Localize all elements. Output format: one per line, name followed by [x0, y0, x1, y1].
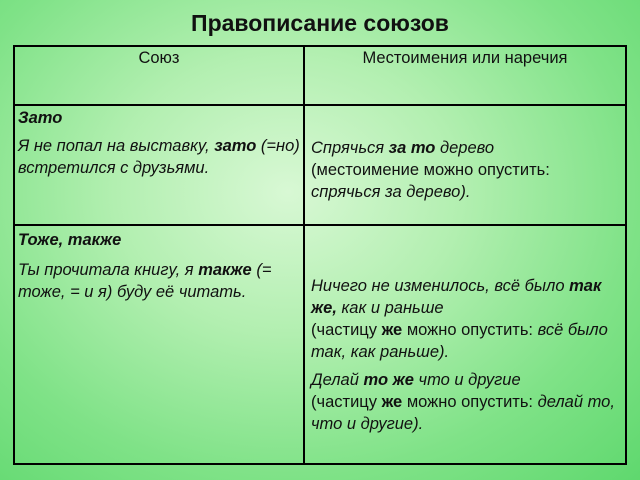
row-divider [13, 224, 627, 226]
row-zato-pronoun [311, 137, 623, 203]
row-tozhe-pronoun [311, 275, 623, 435]
header-conjunction: Союз [138, 49, 180, 67]
table-border-right [625, 45, 627, 465]
table-border-bottom [13, 463, 627, 465]
column-divider [303, 45, 305, 465]
page-title: Правописание союзов [191, 10, 449, 36]
pronoun-example: Ничего не изменилось, всё было так же, как и раньше (частицу же можно опустить: всё было так, как раньше). [311, 277, 608, 361]
conjunction-title: Зато [18, 109, 63, 127]
conjunction-example: Я не попал на выставку, зато (=но) встретился с друзьями. [18, 137, 300, 177]
row-tozhe-conjunction [18, 229, 300, 303]
conjunction-title: Тоже, также [18, 231, 122, 249]
header-pronouns-adverbs: Местоимения или наречия [362, 49, 568, 67]
row-zato-conjunction [18, 107, 300, 179]
conjunctions-table [13, 45, 627, 465]
table-border-left [13, 45, 15, 465]
conjunction-example: Ты прочитала книгу, я также (= тоже, = и я) буду её читать. [18, 261, 272, 301]
pronoun-example: Делай то же что и другие (частицу же можно опустить: делай то, что и другие). [311, 371, 615, 433]
header-row-divider [13, 104, 627, 106]
pronoun-example: Спрячься за то дерево (местоимение можно опустить: спрячься за дерево). [311, 139, 550, 201]
